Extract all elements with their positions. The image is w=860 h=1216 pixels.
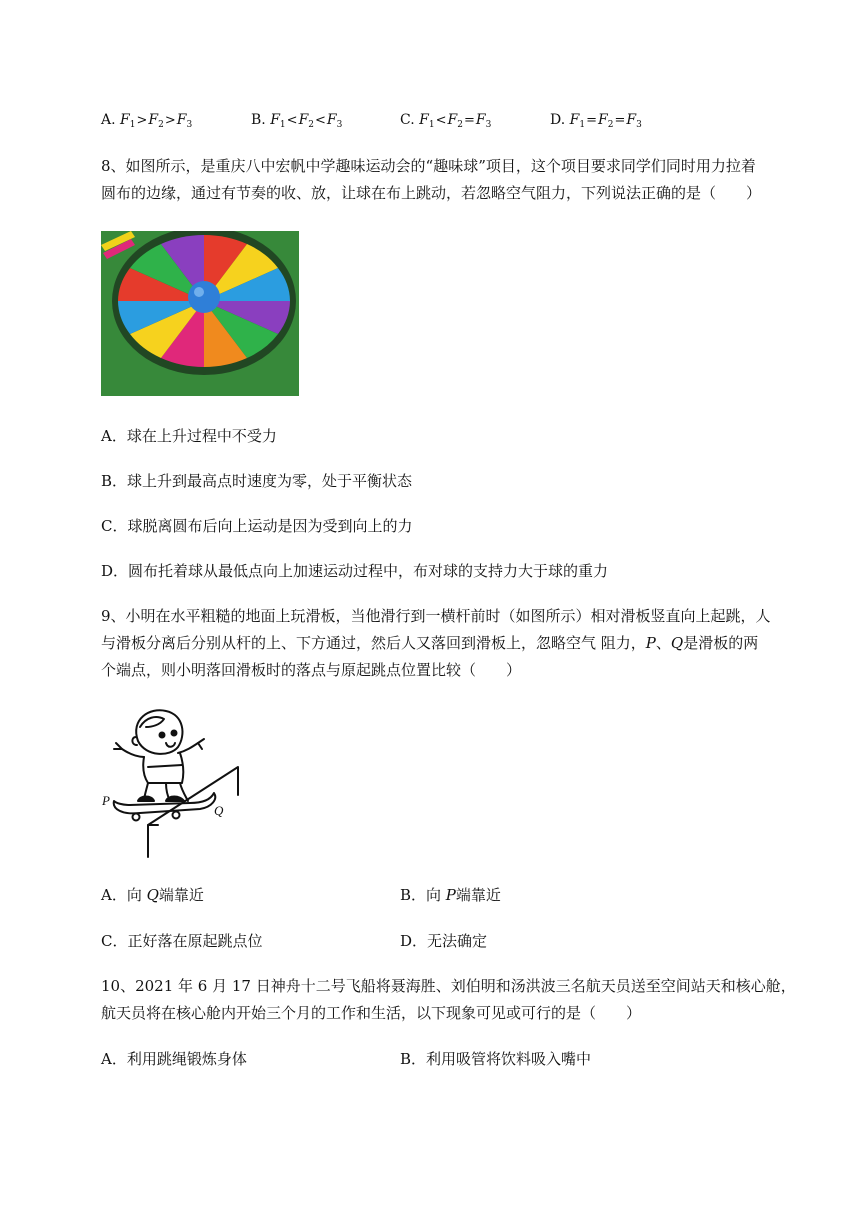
q9-option-c: C．正好落在原起跳点位	[101, 932, 263, 950]
q9-option-a: A．向 Q端靠近	[101, 886, 204, 904]
q9-option-b: B．向 P端靠近	[400, 886, 501, 904]
skateboard-boy-drawing	[100, 705, 250, 865]
q10-option-a: A．利用跳绳锻炼身体	[101, 1050, 247, 1068]
q8-stem-line2: 圆布的边缘，通过有节奏的收、放，让球在布上跳动，若忽略空气阻力，下列说法正确的是（ ）	[101, 184, 762, 202]
fig-label-q: Q	[214, 803, 224, 818]
q7-option-c: C. $F_1<F_2=F_3$	[400, 112, 492, 130]
q7-option-a: A. $F_1>F_2>F_3$	[101, 112, 193, 130]
q9-skateboard-figure	[100, 705, 250, 865]
q8-option-d: D．圆布托着球从最低点向上加速运动过程中，布对球的支持力大于球的重力	[101, 562, 609, 580]
q7-option-d: D. $F_1=F_2=F_3$	[550, 112, 642, 130]
q7-options	[101, 110, 661, 130]
fig-label-p: P	[102, 793, 110, 808]
q9-stem-line3: 个端点，则小明落回滑板时的落点与原起跳点位置比较（ ）	[101, 661, 522, 679]
q9-stem-line2: 与滑板分离后分别从杆的上、下方通过，然后人又落回到滑板上，忽略空气 阻力，P、Q是滑板的两	[101, 634, 759, 652]
q9-option-d: D．无法确定	[400, 932, 488, 950]
q9-stem-line1: 9、小明在水平粗糙的地面上玩滑板，当他滑行到一横杆前时（如图所示）相对滑板竖直向上起跳，人	[101, 607, 771, 625]
parachute-game-image	[101, 231, 299, 396]
q7-option-b: B. $F_1<F_2<F_3$	[251, 112, 343, 130]
q8-option-a: A．球在上升过程中不受力	[101, 427, 277, 445]
q8-option-b: B．球上升到最高点时速度为零，处于平衡状态	[101, 472, 413, 490]
q10-option-b: B．利用吸管将饮料吸入嘴中	[400, 1050, 592, 1068]
q8-parachute-photo	[101, 231, 299, 396]
q8-stem-line1: 8、如图所示，是重庆八中宏帆中学趣味运动会的“趣味球”项目，这个项目要求同学们同时用力拉着	[101, 157, 756, 175]
q10-stem-line2: 航天员将在核心舱内开始三个月的工作和生活，以下现象可见或可行的是（ ）	[101, 1004, 642, 1022]
q10-stem-line1: 10、2021 年 6 月 17 日神舟十二号飞船将聂海胜、刘伯明和汤洪波三名航天员送至空间站天和核心舱，	[101, 977, 796, 995]
q8-option-c: C．球脱离圆布后向上运动是因为受到向上的力	[101, 517, 413, 535]
